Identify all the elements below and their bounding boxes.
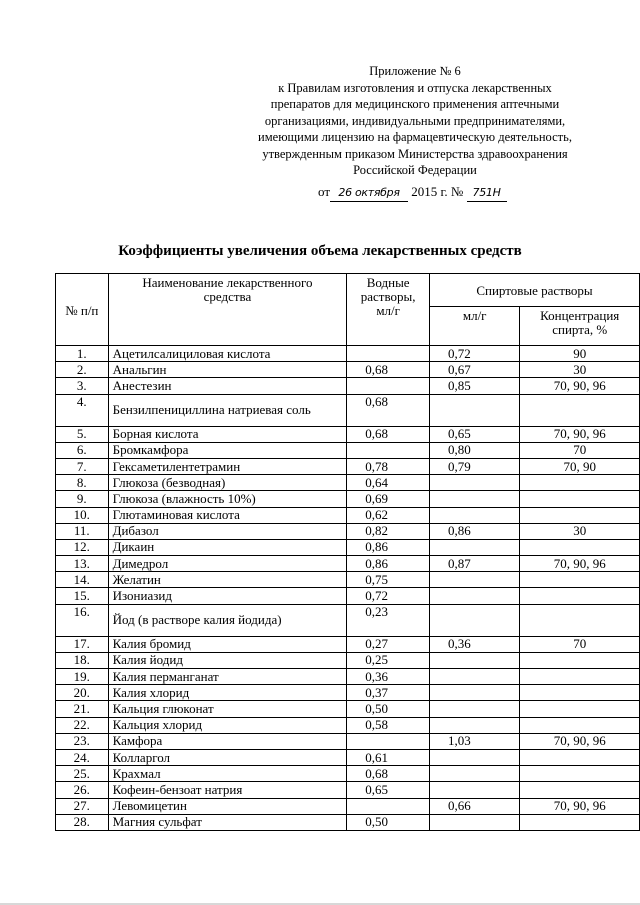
row-conc [520,491,640,507]
row-num: 28. [56,814,109,830]
row-ml: 0,72 [430,346,520,362]
row-aqueous: 0,62 [347,507,430,523]
row-ml: 1,03 [430,733,520,749]
appendix-line: Российской Федерации [353,163,477,177]
row-aqueous [347,733,430,749]
row-ml [430,604,520,636]
row-conc: 70 [520,636,640,652]
row-conc: 30 [520,362,640,378]
row-ml: 0,66 [430,798,520,814]
row-aqueous: 0,78 [347,458,430,474]
row-ml: 0,65 [430,426,520,442]
row-ml [430,652,520,668]
table-row [56,669,640,685]
row-name: Анальгин [108,362,347,378]
table-row [56,378,640,394]
row-ml: 0,67 [430,362,520,378]
row-name: Калия бромид [108,636,347,652]
table-row [56,539,640,555]
header-concentration: Концентрация спирта, % [520,307,640,346]
row-ml [430,701,520,717]
row-ml: 0,86 [430,523,520,539]
row-num: 7. [56,458,109,474]
row-conc: 70, 90, 96 [520,556,640,572]
row-ml [430,685,520,701]
appendix-header [250,63,580,179]
table-row [56,491,640,507]
row-conc [520,766,640,782]
row-num: 10. [56,507,109,523]
row-conc [520,814,640,830]
row-num: 27. [56,798,109,814]
row-aqueous: 0,36 [347,669,430,685]
row-aqueous: 0,68 [347,766,430,782]
row-aqueous: 0,61 [347,749,430,765]
row-aqueous: 0,68 [347,394,430,426]
header-ml-g: мл/г [430,307,520,346]
table-row [56,652,640,668]
row-aqueous: 0,86 [347,556,430,572]
header-name: Наименование лекарственного средства [108,274,347,346]
table-row [56,426,640,442]
table-row [56,442,640,458]
row-conc: 70, 90, 96 [520,733,640,749]
row-num: 3. [56,378,109,394]
table-row [56,717,640,733]
row-name: Желатин [108,572,347,588]
row-num: 22. [56,717,109,733]
row-name: Йод (в растворе калия йодида) [108,604,347,636]
row-num: 17. [56,636,109,652]
header-num: № п/п [56,274,109,346]
row-ml [430,539,520,555]
row-name: Калия хлорид [108,685,347,701]
row-conc: 70 [520,442,640,458]
row-aqueous: 0,25 [347,652,430,668]
row-conc [520,394,640,426]
row-name: Изониазид [108,588,347,604]
table-row [56,798,640,814]
row-num: 6. [56,442,109,458]
row-name: Анестезин [108,378,347,394]
row-num: 25. [56,766,109,782]
table-row [56,733,640,749]
row-name: Кальция хлорид [108,717,347,733]
row-num: 8. [56,475,109,491]
row-conc [520,604,640,636]
row-aqueous: 0,23 [347,604,430,636]
row-num: 23. [56,733,109,749]
appendix-line: утвержденным приказом Министерства здравоохранения [262,146,568,161]
appendix-line: организациями, индивидуальными предпринимателями, [264,113,566,128]
row-aqueous: 0,68 [347,426,430,442]
row-conc: 70, 90, 96 [520,798,640,814]
row-ml [430,507,520,523]
row-ml: 0,36 [430,636,520,652]
row-aqueous: 0,69 [347,491,430,507]
row-aqueous [347,378,430,394]
header-alcohol: Спиртовые растворы [430,274,640,307]
table-row [56,458,640,474]
row-aqueous: 0,68 [347,362,430,378]
row-ml [430,814,520,830]
table-row [56,782,640,798]
row-ml: 0,87 [430,556,520,572]
order-reference [318,184,558,202]
row-aqueous [347,798,430,814]
row-num: 21. [56,701,109,717]
row-name: Дикаин [108,539,347,555]
row-num: 19. [56,669,109,685]
row-aqueous: 0,72 [347,588,430,604]
row-num: 18. [56,652,109,668]
appendix-line: Приложение № 6 [369,64,461,78]
row-conc: 30 [520,523,640,539]
document-title: Коэффициенты увеличения объема лекарственных средств [118,243,522,259]
row-name: Глютаминовая кислота [108,507,347,523]
row-name: Бензилпенициллина натриевая соль [108,394,347,426]
row-aqueous: 0,65 [347,782,430,798]
table-row [56,394,640,426]
row-num: 12. [56,539,109,555]
row-name: Камфора [108,733,347,749]
row-num: 16. [56,604,109,636]
row-num: 24. [56,749,109,765]
row-num: 14. [56,572,109,588]
row-ml [430,394,520,426]
row-conc: 70, 90, 96 [520,378,640,394]
row-ml [430,588,520,604]
order-prefix: от [318,184,331,199]
row-aqueous [347,346,430,362]
row-conc [520,507,640,523]
row-conc [520,717,640,733]
table-row [56,604,640,636]
row-conc: 90 [520,346,640,362]
row-ml [430,717,520,733]
row-conc [520,685,640,701]
row-ml [430,749,520,765]
table-row [56,556,640,572]
row-name: Калия йодид [108,652,347,668]
table-row [56,766,640,782]
row-ml [430,572,520,588]
appendix-line: имеющими лицензию на фармацевтическую деятельность, [258,130,572,144]
table-row [56,572,640,588]
row-ml: 0,85 [430,378,520,394]
row-aqueous: 0,50 [347,701,430,717]
row-aqueous: 0,64 [347,475,430,491]
row-aqueous: 0,27 [347,636,430,652]
row-num: 13. [56,556,109,572]
row-ml [430,491,520,507]
appendix-line: к Правилам изготовления и отпуска лекарственных [278,80,552,95]
row-name: Дибазол [108,523,347,539]
table-row [56,523,640,539]
row-conc [520,572,640,588]
row-name: Глюкоза (влажность 10%) [108,491,347,507]
row-ml [430,782,520,798]
coefficients-table [55,273,640,831]
row-num: 20. [56,685,109,701]
row-name: Ацетилсалициловая кислота [108,346,347,362]
row-name: Кальция глюконат [108,701,347,717]
appendix-line: препаратов для медицинского применения аптечными [270,97,560,111]
table-row [56,685,640,701]
order-year-text: 2015 г. № [411,184,464,199]
table-row [56,636,640,652]
table-row [56,588,640,604]
row-conc [520,475,640,491]
row-ml: 0,80 [430,442,520,458]
row-aqueous: 0,50 [347,814,430,830]
table-row [56,814,640,830]
row-name: Димедрол [108,556,347,572]
row-conc [520,588,640,604]
row-num: 2. [56,362,109,378]
order-number-handwritten: 751Н [467,185,507,202]
row-conc [520,539,640,555]
table-row [56,346,640,362]
table-row [56,749,640,765]
table-row [56,475,640,491]
row-ml [430,475,520,491]
row-name: Колларгол [108,749,347,765]
row-ml [430,669,520,685]
table-row [56,701,640,717]
row-name: Бромкамфора [108,442,347,458]
row-num: 26. [56,782,109,798]
row-name: Борная кислота [108,426,347,442]
row-aqueous: 0,82 [347,523,430,539]
row-conc [520,749,640,765]
row-name: Крахмал [108,766,347,782]
row-num: 4. [56,394,109,426]
row-conc [520,701,640,717]
row-name: Левомицетин [108,798,347,814]
row-ml [430,766,520,782]
row-conc [520,652,640,668]
row-name: Калия перманганат [108,669,347,685]
row-num: 11. [56,523,109,539]
row-conc: 70, 90, 96 [520,426,640,442]
row-name: Гексаметилентетрамин [108,458,347,474]
row-aqueous: 0,58 [347,717,430,733]
row-conc [520,782,640,798]
row-num: 5. [56,426,109,442]
row-name: Кофеин-бензоат натрия [108,782,347,798]
row-aqueous: 0,37 [347,685,430,701]
row-num: 15. [56,588,109,604]
table-row [56,362,640,378]
row-ml: 0,79 [430,458,520,474]
table-row [56,507,640,523]
row-aqueous: 0,86 [347,539,430,555]
order-date-handwritten: 26 октября [330,185,408,202]
row-name: Магния сульфат [108,814,347,830]
header-aqueous: Водные растворы, мл/г [347,274,430,346]
row-conc: 70, 90 [520,458,640,474]
row-aqueous: 0,75 [347,572,430,588]
row-name: Глюкоза (безводная) [108,475,347,491]
row-num: 1. [56,346,109,362]
row-aqueous [347,442,430,458]
row-num: 9. [56,491,109,507]
row-conc [520,669,640,685]
